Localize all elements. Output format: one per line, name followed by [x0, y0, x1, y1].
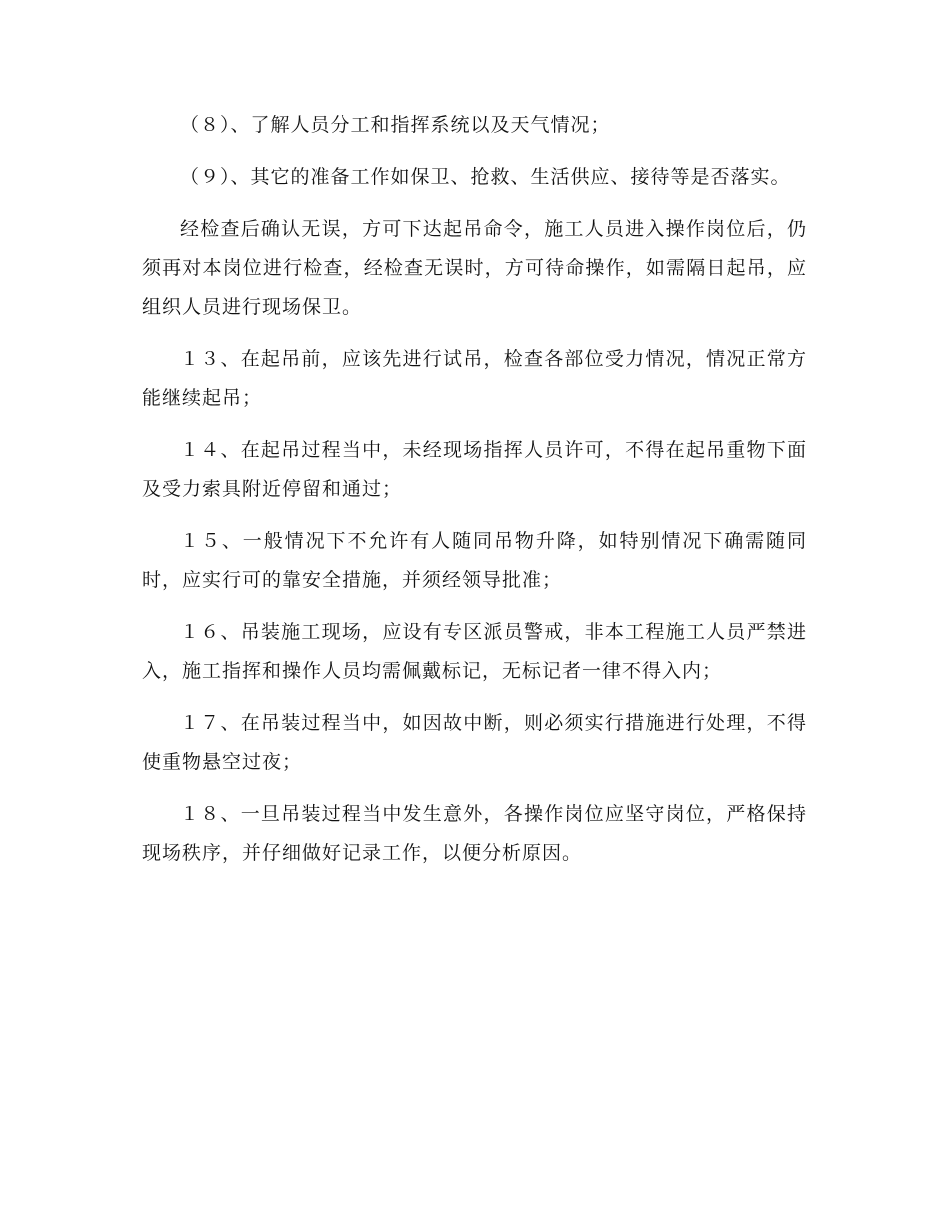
paragraph-item-8: （８）、了解人员分工和指挥系统以及天气情况； — [180, 114, 611, 136]
paragraph-item-17: １７、在吊装过程当中，如因故中断，则必须实行措施进行处理，不得使重物悬空过夜； — [142, 712, 807, 773]
paragraph-item-9: （９）、其它的准备工作如保卫、抢救、生活供应、接待等是否落实。 — [180, 166, 791, 188]
document-body — [142, 106, 807, 886]
paragraph-item-15: １５、一般情况下不允许有人随同吊物升降，如特别情况下确需随同时，应实行可的靠安全措施，并须经领导批准； — [142, 530, 807, 591]
paragraph-inspection-confirm: 经检查后确认无误，方可下达起吊命令，施工人员进入操作岗位后，仍须再对本岗位进行检查，经检查无误时，方可待命操作，如需隔日起吊，应组织人员进行现场保卫。 — [142, 218, 807, 318]
paragraph-item-16: １６、吊装施工现场，应设有专区派员警戒，非本工程施工人员严禁进入，施工指挥和操作人员均需佩戴标记，无标记者一律不得入内； — [142, 621, 807, 682]
paragraph-item-18: １８、一旦吊装过程当中发生意外，各操作岗位应坚守岗位，严格保持现场秩序，并仔细做好记录工作，以便分析原因。 — [142, 803, 807, 864]
paragraph-item-13: １３、在起吊前，应该先进行试吊，检查各部位受力情况，情况正常方能继续起吊； — [142, 348, 807, 409]
paragraph-item-14: １４、在起吊过程当中，未经现场指挥人员许可，不得在起吊重物下面及受力索具附近停留和通过； — [142, 439, 807, 500]
